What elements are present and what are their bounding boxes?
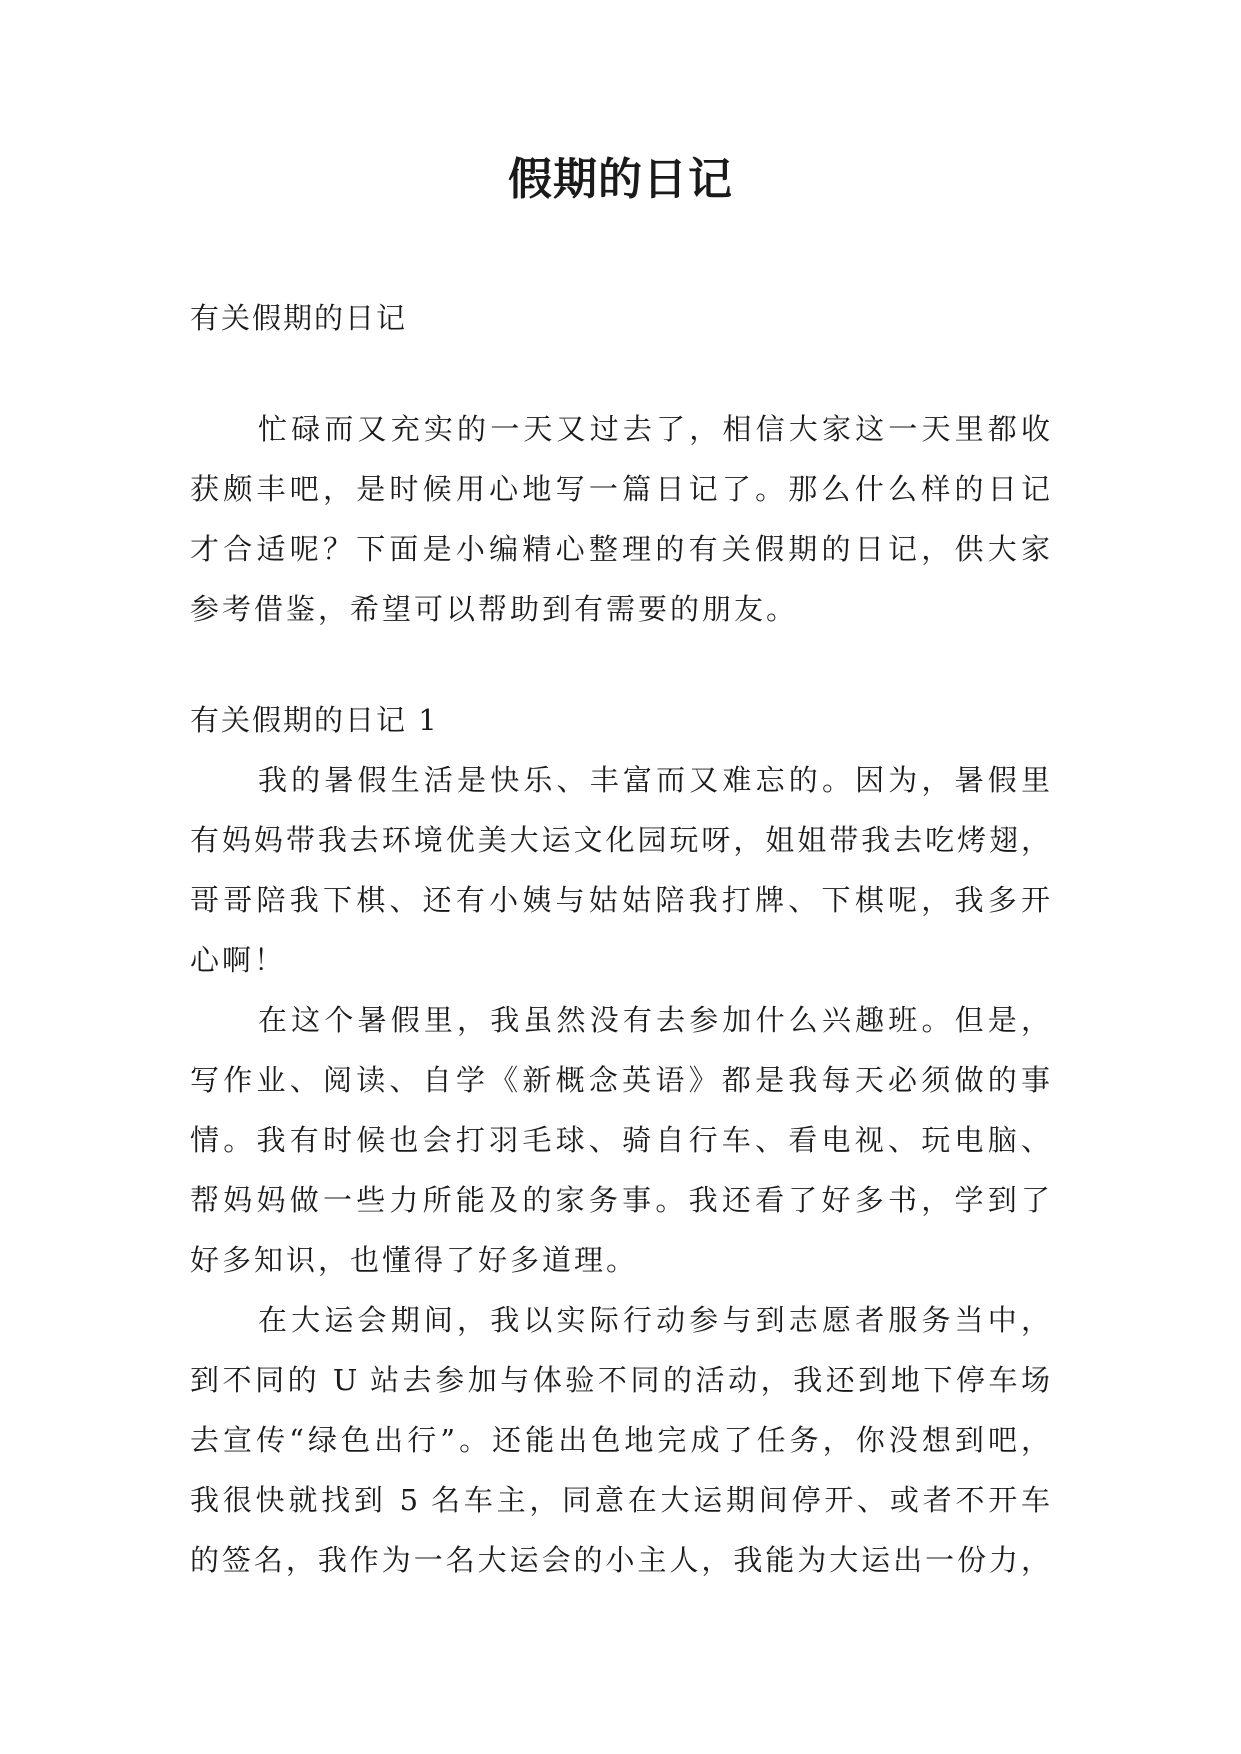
intro-line: 参考借鉴，希望可以帮助到有需要的朋友。 xyxy=(190,592,799,626)
paragraph-line: 有妈妈带我去环境优美大运文化园玩呀，姐姐带我去吃烤翅， xyxy=(190,823,1050,857)
paragraph-line: 哥哥陪我下棋、还有小姨与姑姑陪我打牌、下棋呢，我多开 xyxy=(190,883,1050,917)
paragraph-line: 帮妈妈做一些力所能及的家务事。我还看了好多书，学到了 xyxy=(190,1183,1050,1217)
paragraph-line: 在这个暑假里，我虽然没有去参加什么兴趣班。但是， xyxy=(258,1003,1050,1037)
paragraph-line: 到不同的 U 站去参加与体验不同的活动，我还到地下停车场 xyxy=(190,1363,1050,1397)
paragraph-line: 好多知识，也懂得了好多道理。 xyxy=(190,1243,639,1277)
paragraph-line: 写作业、阅读、自学《新概念英语》都是我每天必须做的事 xyxy=(190,1063,1050,1097)
paragraph-line: 心啊！ xyxy=(190,943,287,977)
intro-line: 获颇丰吧，是时候用心地写一篇日记了。那么什么样的日记 xyxy=(190,472,1050,506)
paragraph-line: 在大运会期间，我以实际行动参与到志愿者服务当中， xyxy=(258,1303,1050,1337)
intro-line: 忙碌而又充实的一天又过去了，相信大家这一天里都收 xyxy=(258,412,1050,446)
intro-line: 才合适呢？下面是小编精心整理的有关假期的日记，供大家 xyxy=(190,532,1050,566)
document-title: 假期的日记 xyxy=(508,154,733,205)
paragraph-line: 我的暑假生活是快乐、丰富而又难忘的。因为，暑假里 xyxy=(258,763,1050,797)
section-heading: 有关假期的日记 1 xyxy=(190,703,439,737)
paragraph-line: 去宣传“绿色出行”。还能出色地完成了任务，你没想到吧， xyxy=(190,1423,1050,1457)
paragraph-line: 情。我有时候也会打羽毛球、骑自行车、看电视、玩电脑、 xyxy=(190,1123,1050,1157)
subtitle: 有关假期的日记 xyxy=(190,301,408,335)
paragraph-line: 我很快就找到 5 名车主，同意在大运期间停开、或者不开车 xyxy=(190,1483,1050,1517)
paragraph-line: 的签名，我作为一名大运会的小主人，我能为大运出一份力， xyxy=(190,1543,1050,1577)
